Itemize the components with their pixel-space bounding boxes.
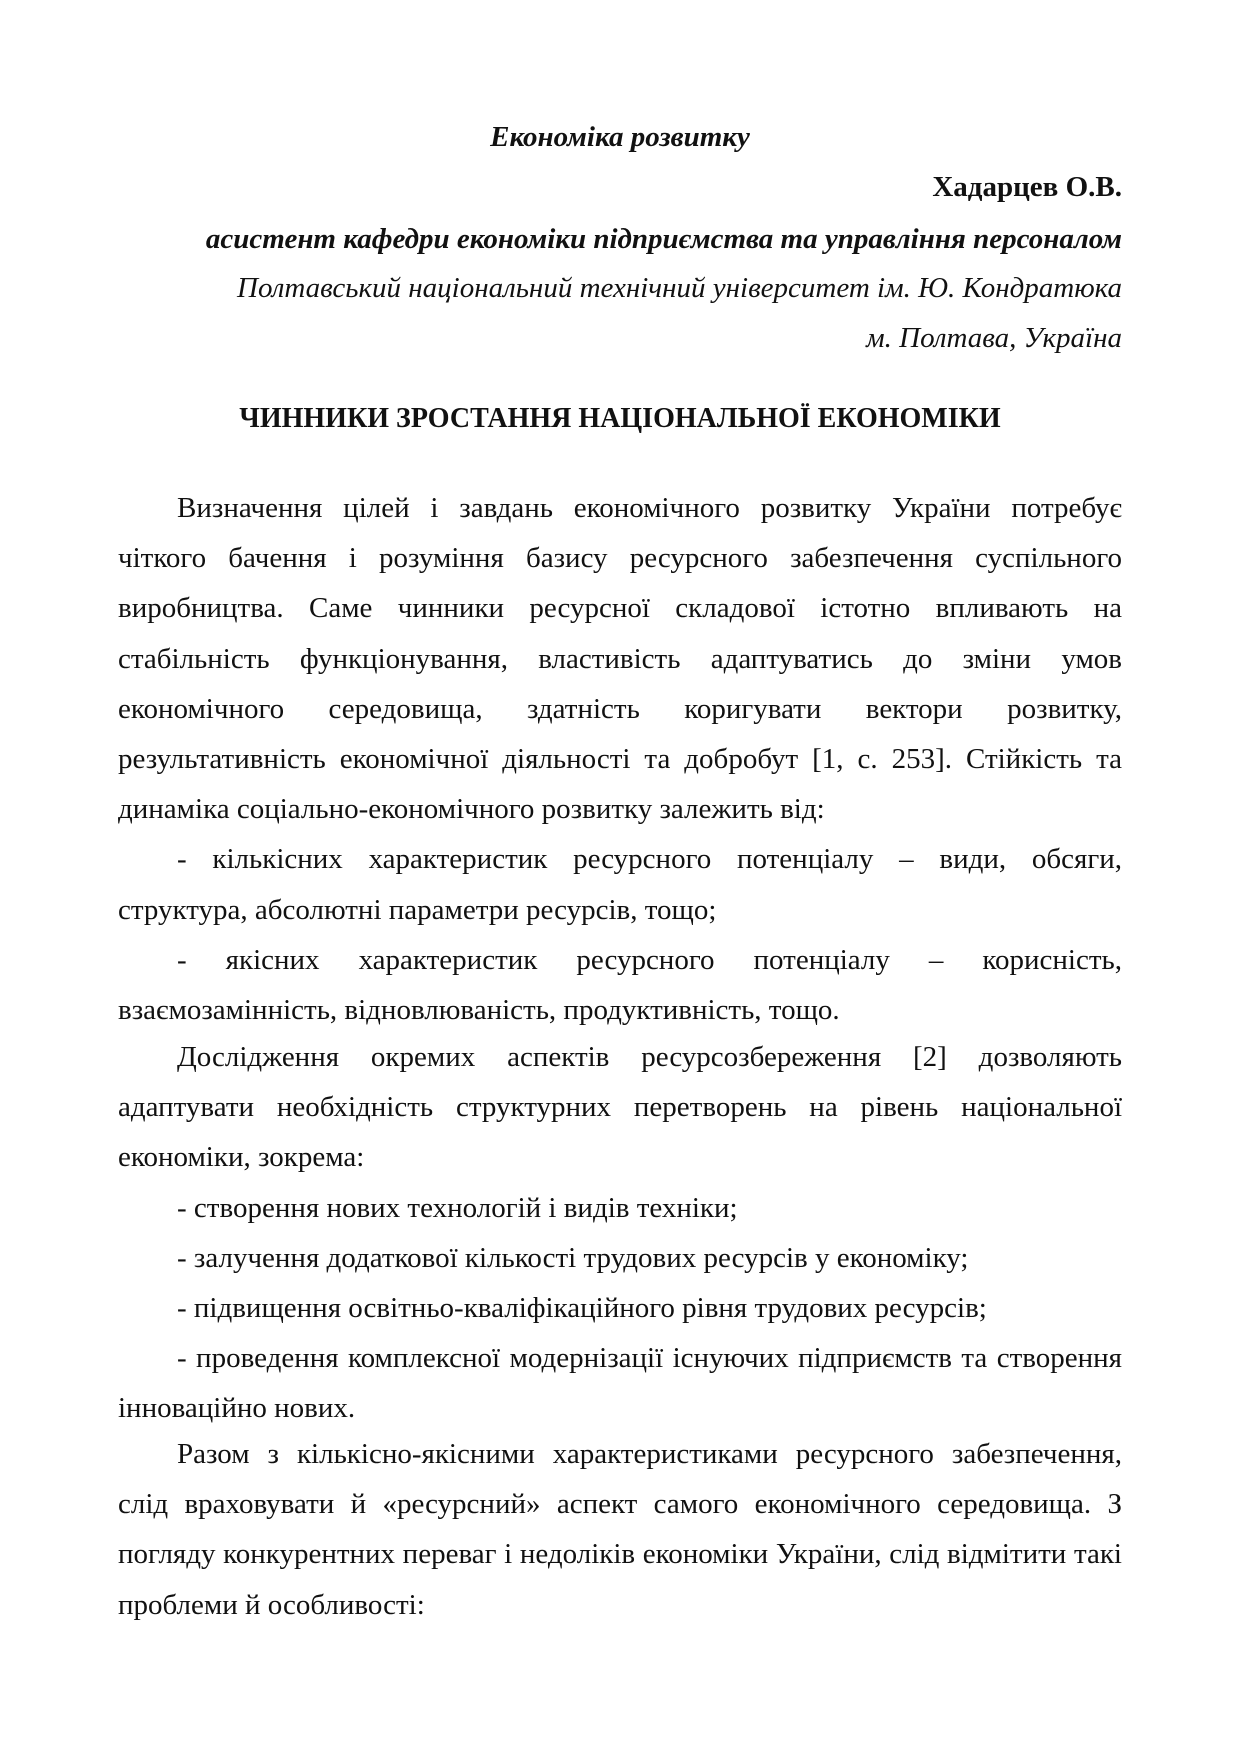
list-item-quantitative: - кількісних характеристик ресурсного потенціалу – види, обсяги, структура, абсолютні параметри ресурсів, тощо; [118,843,1122,926]
author-city: м. Полтава, Україна [866,322,1122,354]
list-item-qualification: - підвищення освітньо-кваліфікаційного рівня трудових ресурсів; [177,1292,987,1325]
body-block-3 [118,1429,1122,1630]
list-item-qualitative: - якісних характеристик ресурсного потенціалу – корисність, взаємозамінність, відновлюваність, продуктивність, тощо. [118,943,1122,1027]
paragraph-research: Дослідження окремих аспектів ресурсозбереження [2] дозволяють адаптувати необхідність структурних перетворень на рівень національної економіки, зокрема: [118,1041,1122,1174]
author-position: асистент кафедри економіки підприємства та управління персоналом [205,223,1122,255]
list-item-modernization: - проведення комплексної модернізації існуючих підприємств та створення інноваційно нових. [118,1342,1122,1425]
paragraph-resource-aspect: Разом з кількісно-якісними характеристиками ресурсного забезпечення, слід враховувати й «ресурсний» аспект самого економічного середовища. З погляду конкурентних переваг і недоліків економіки України, слід відмітити такі проблеми й особливості: [118,1438,1122,1621]
body-block-1 [118,483,1122,1035]
list-item-technologies: - створення нових технологій і видів техніки; [177,1191,738,1224]
list-item-labor-resources: - залучення додаткової кількості трудових ресурсів у економіку; [177,1241,969,1274]
body-block-2 [118,1032,1122,1434]
author-name: Хадарцев О.В. [932,171,1122,203]
paragraph-intro: Визначення цілей і завдань економічного розвитку України потребує чіткого бачення і розуміння базису ресурсного забезпечення суспільного виробництва. Саме чинники ресурсної складової істотно впливають на стабільність функціонування, властивість адаптуватись до зміни умов економічного середовища, здатність коригувати вектори розвитку, результативність економічної діяльності та добробут [1, с. 253]. Стійкість та динаміка соціально-економічного розвитку залежить від: [118,492,1122,826]
article-title: ЧИННИКИ ЗРОСТАННЯ НАЦІОНАЛЬНОЇ ЕКОНОМІКИ [239,403,1001,434]
section-heading: Економіка розвитку [490,121,750,153]
author-university: Полтавський національний технічний університет ім. Ю. Кондратюка [237,272,1122,304]
